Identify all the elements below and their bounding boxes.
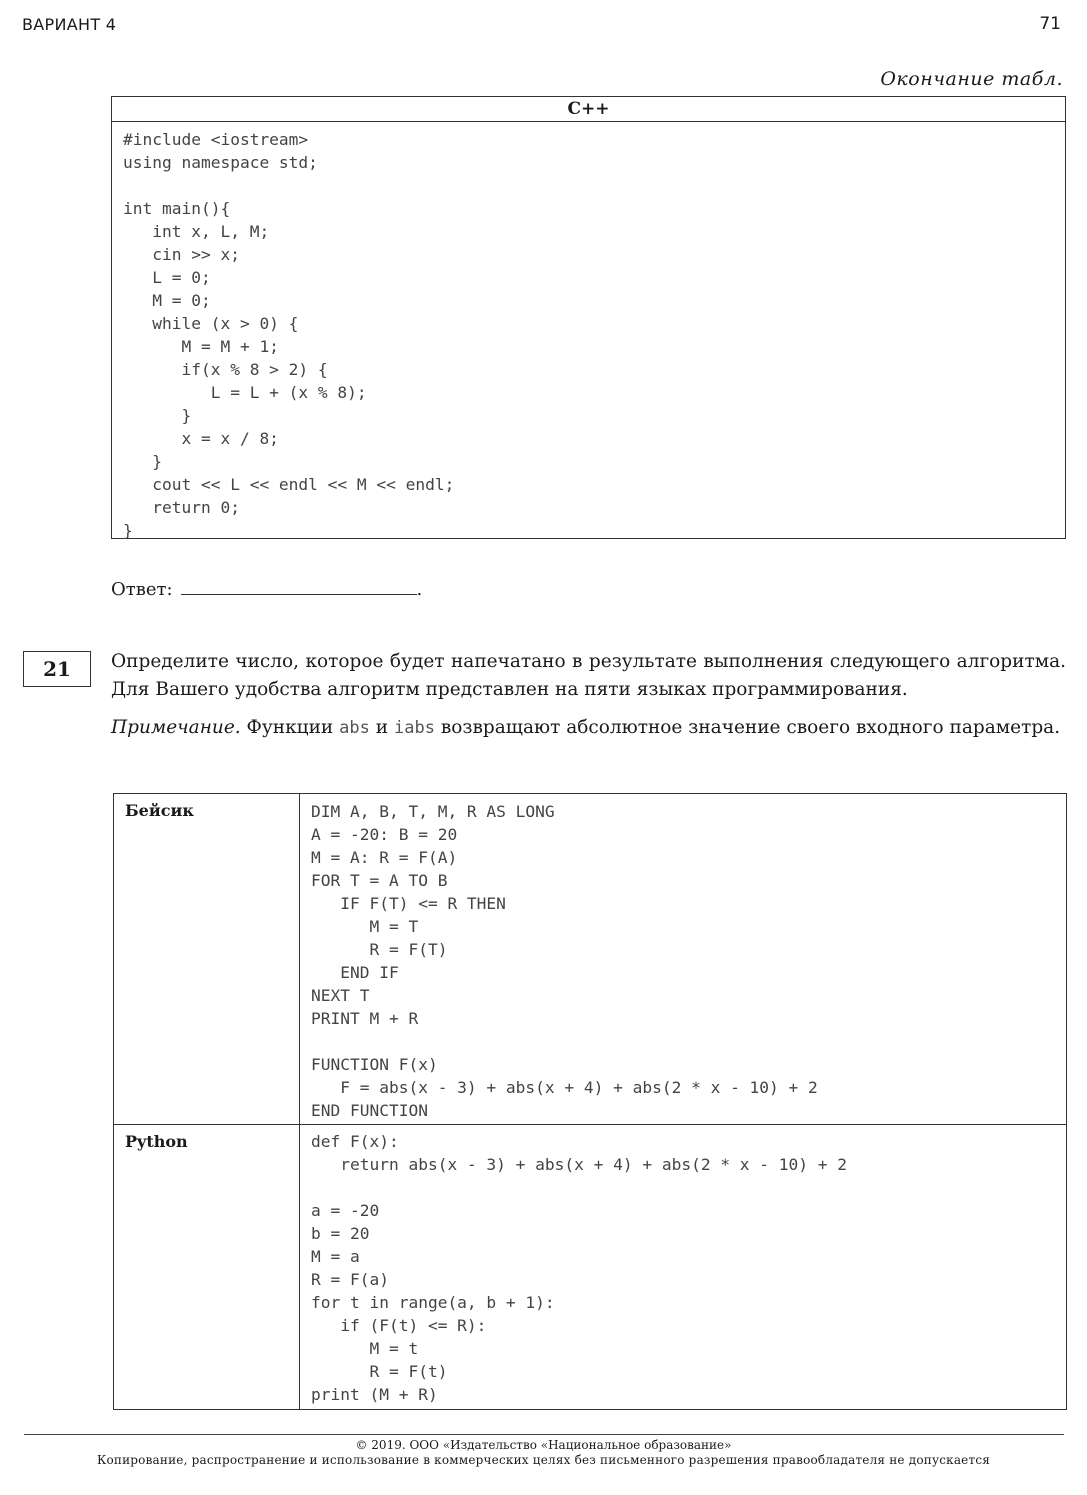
language-table xyxy=(113,793,1067,1410)
note-part2: возвращают абсолютное значение своего входного параметра. xyxy=(440,717,1061,738)
answer-blank-line[interactable] xyxy=(181,578,417,595)
cpp-code-table xyxy=(111,96,1066,539)
note-and: и xyxy=(375,717,389,738)
task-number-box: 21 xyxy=(23,651,91,687)
footer-notice: Копирование, распространение и использование в коммерческих целях без письменного разрешения правообладателя не допускается xyxy=(96,1453,991,1467)
language-name-basic: Бейсик xyxy=(125,801,194,820)
footer-divider xyxy=(24,1434,1064,1435)
code-python: def F(x): return abs(x - 3) + abs(x + 4) + abs(2 * x - 10) + 2 a = -20 b = 20 M = a R = F(a) for t in range(a, b + 1): if (F(t) <= R): M = t R = F(t) print (M + R) xyxy=(311,1132,848,1404)
page-number: 71 xyxy=(1039,14,1061,34)
language-name-python: Python xyxy=(125,1132,188,1151)
note-part1: Функции xyxy=(246,717,334,738)
note-fn-abs: abs xyxy=(339,718,370,738)
answer-field xyxy=(111,578,422,600)
task-note xyxy=(111,714,1066,742)
footer-copyright: © 2019. ООО «Издательство «Национальное образование» xyxy=(355,1438,732,1452)
language-row-python xyxy=(114,1125,1066,1408)
code-basic: DIM A, B, T, M, R AS LONG A = -20: B = 20 M = A: R = F(A) FOR T = A TO B IF F(T) <= R THEN M = T R = F(T) END IF NEXT T PRINT M + R FUNCTION F(x) F = abs(x - 3) + abs(x + 4) + abs(2 * x - 10) + 2 END FUNCTION xyxy=(311,802,818,1120)
cpp-language-header: C++ xyxy=(112,97,1065,122)
language-row-basic xyxy=(114,794,1066,1125)
table-continuation-label: Окончание табл. xyxy=(880,68,1063,90)
note-fn-iabs: iabs xyxy=(393,718,435,738)
task-text: Определите число, которое будет напечатано в результате выполнения следующего алгоритма. Для Вашего удобства алгоритм представлен на пяти языках программирования. xyxy=(111,651,1066,700)
cpp-code: #include <iostream> using namespace std; int main(){ int x, L, M; cin >> x; L = 0; M = 0; while (x > 0) { M = M + 1; if(x % 8 > 2) { L = L + (x % 8); } x = x / 8; } cout << L << endl << M << endl; return 0; } xyxy=(123,130,455,540)
answer-end: . xyxy=(416,579,423,600)
variant-label: ВАРИАНТ 4 xyxy=(22,15,117,34)
note-label: Примечание. xyxy=(111,717,241,738)
answer-label: Ответ: xyxy=(111,579,173,600)
